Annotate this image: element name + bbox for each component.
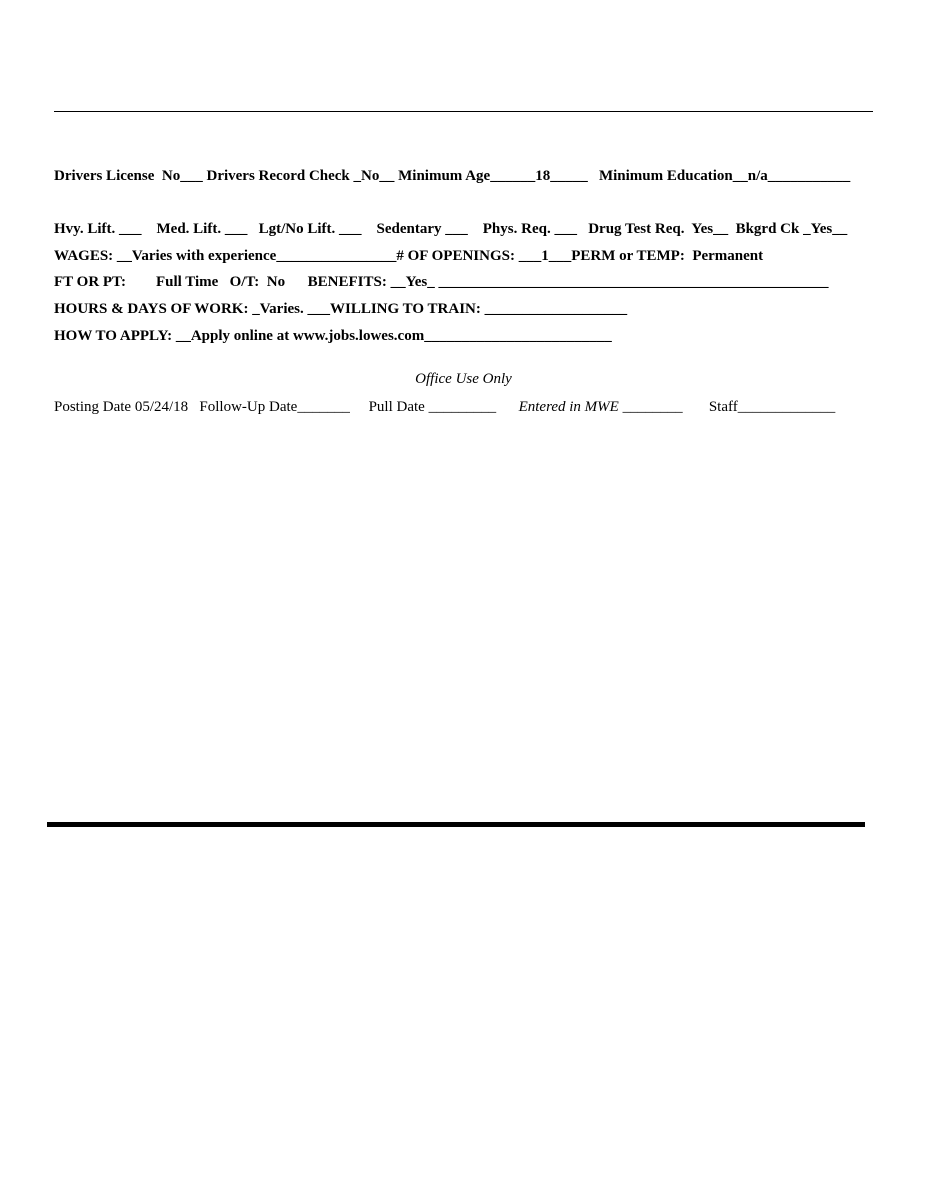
min-age-label: Minimum Age [398,168,491,184]
row-apply [54,327,612,345]
bkgrd-check: Bkgrd Ck _Yes__ [735,221,848,237]
openings: # OF OPENINGS: ___1___ [396,248,572,264]
overtime: O/T: No [229,274,286,290]
min-edu-label: Minimum Education [598,168,733,184]
wages: WAGES: __Varies with experience________________ [54,248,397,264]
med-lift: Med. Lift. ___ [156,221,248,237]
entered-in-mwe: Entered in MWE [518,399,619,415]
lgt-lift: Lgt/No Lift. ___ [258,221,362,237]
how-to-apply: HOW TO APPLY: __Apply online at www.jobs.lowes.com_________________________ [54,328,612,344]
row-wages [54,247,763,265]
perm-temp: PERM or TEMP: Permanent [571,248,764,264]
office-use-heading: Office Use Only [415,371,512,387]
posting-date: Posting Date 05/24/18 [54,399,189,415]
min-edu-value: __n/a___________ [732,168,851,184]
staff: Staff_____________ [708,399,836,415]
record-check-label: Drivers Record Check [206,168,350,184]
drivers-license-label: Drivers License [54,168,155,184]
pull-date: Pull Date _________ [368,399,497,415]
row-schedule [54,273,829,291]
sedentary: Sedentary ___ [376,221,468,237]
drivers-license-value: No___ [161,168,203,184]
phys-req: Phys. Req. ___ [482,221,577,237]
row-license [54,167,850,185]
record-check-value: _No__ [353,168,395,184]
benefits: BENEFITS: __Yes_ ____________________________________________________ [307,274,829,290]
top-rule [54,111,873,112]
ft-pt-label: FT OR PT: [54,274,126,290]
row-hours [54,300,627,318]
row-office [54,398,835,416]
follow-up-date: Follow-Up Date_______ [199,399,350,415]
ft-pt-value: Full Time [155,274,219,290]
hvy-lift: Hvy. Lift. ___ [54,221,142,237]
row-physical [54,220,847,238]
min-age-value: ______18_____ [490,168,588,184]
bottom-rule [47,822,865,827]
hours-days: HOURS & DAYS OF WORK: _Varies. ___ [54,301,330,317]
willing-to-train: WILLING TO TRAIN: ___________________ [330,301,628,317]
entered-blank: ________ [622,399,683,415]
drug-test: Drug Test Req. Yes__ [588,221,729,237]
